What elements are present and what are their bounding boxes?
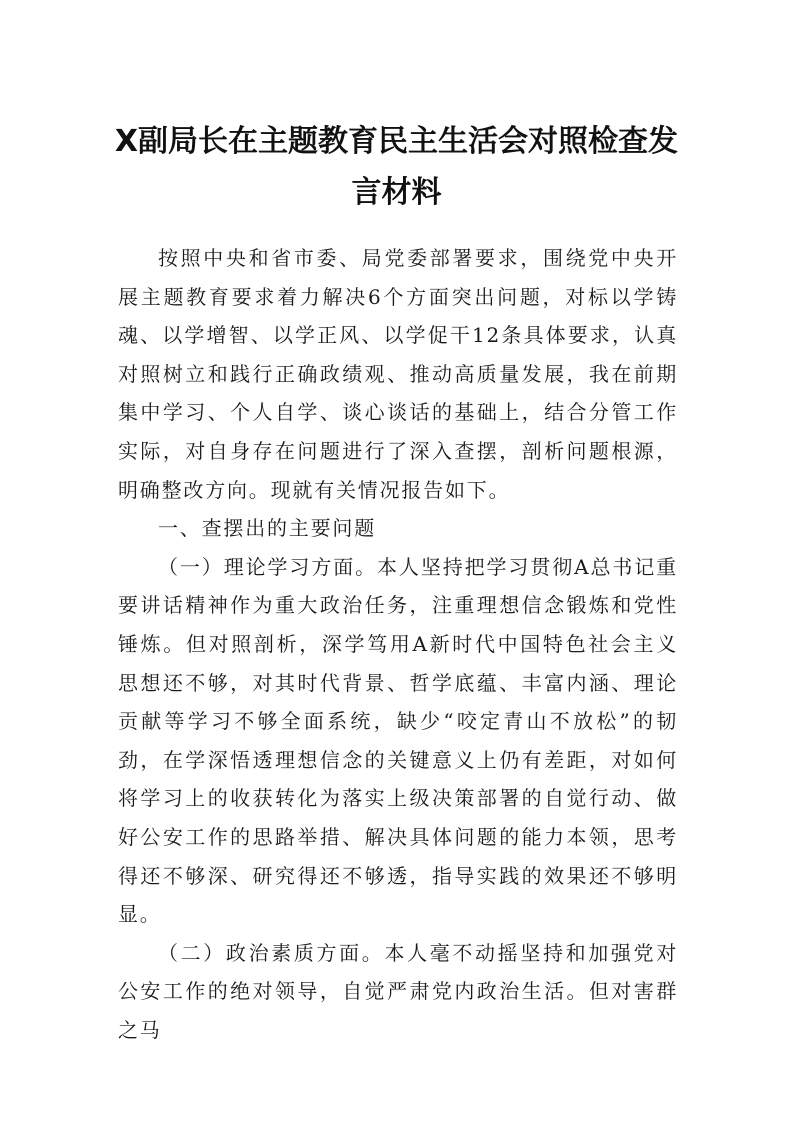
paragraph-intro: 按照中央和省市委、局党委部署要求，围绕党中央开展主题教育要求着力解决6个方面突出问题，对标以学铸魂、以学增智、以学正风、以学促干12条具体要求，认真对照树立和践行正确政绩观、推动高质量发展，我在前期集中学习、个人自学、谈心谈话的基础上，结合分管工作实际，对自身存在问题进行了深入查摆，剖析问题根源，明确整改方向。现就有关情况报告如下。 [118,246,678,502]
paragraph-theory-study: （一）理论学习方面。本人坚持把学习贯彻A总书记重要讲话精神作为重大政治任务，注重理想信念锻炼和党性锤炼。但对照剖析，深学笃用A新时代中国特色社会主义思想还不够，对其时代背景、哲学底蕴、丰富内涵、理论贡献等学习不够全面系统，缺少“咬定青山不放松”的韧劲，在学深悟透理想信念的关键意义上仍有差距，对如何将学习上的收获转化为落实上级决策部署的自觉行动、做好公安工作的思路举措、解决具体问题的能力本领，思考得还不够深、研究得还不够透，指导实践的效果还不够明显。 [118,554,678,927]
section-heading-problems: 一、查摆出的主要问题 [158,516,376,541]
document-body [118,239,678,1049]
paragraph-political-quality: （二）政治素质方面。本人毫不动摇坚持和加强党对公安工作的绝对领导，自觉严肃党内政治生活。但对害群之马 [118,940,678,1042]
document-title: X副局长在主题教育民主生活会对照检查发言材料 [114,124,679,210]
